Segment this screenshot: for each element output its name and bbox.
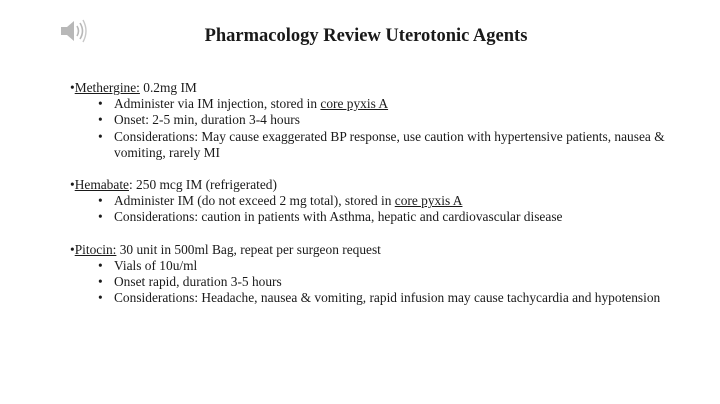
drug-heading xyxy=(70,177,690,193)
drug-name: Hemabate xyxy=(74,177,129,193)
list-item xyxy=(70,129,690,161)
drug-dose: 0.2mg IM xyxy=(139,80,197,95)
storage-location: core pyxis A xyxy=(394,193,463,209)
bullet: • xyxy=(98,209,103,225)
item-text: Onset: 2-5 min, duration 3-4 hours xyxy=(114,112,300,128)
detail-list xyxy=(70,193,690,225)
item-text: Considerations: caution in patients with Asthma, hepatic and cardiovascular disease xyxy=(114,209,563,225)
bullet: • xyxy=(98,257,103,273)
drug-section-methergine xyxy=(70,80,690,161)
drug-name: Methergine: xyxy=(74,80,140,95)
bullet: • xyxy=(70,241,75,257)
drug-dose: 30 unit in 500ml Bag, repeat per surgeon request xyxy=(116,241,381,257)
drug-heading xyxy=(70,80,690,96)
list-item xyxy=(70,193,690,209)
list-item xyxy=(70,274,690,290)
bullet: • xyxy=(98,112,103,128)
item-text: Administer IM (do not exceed 2 mg total), stored in xyxy=(114,193,395,209)
slide-content xyxy=(70,80,690,322)
drug-dose: : 250 mcg IM (refrigerated) xyxy=(128,177,277,193)
list-item xyxy=(70,290,690,306)
drug-section-hemabate xyxy=(70,177,690,226)
bullet: • xyxy=(98,290,103,306)
list-item xyxy=(70,112,690,128)
list-item xyxy=(70,258,690,274)
drug-heading xyxy=(70,242,690,258)
storage-location: core pyxis A xyxy=(320,96,389,112)
bullet: • xyxy=(98,128,103,144)
item-text: Administer via IM injection, stored in xyxy=(114,96,321,112)
detail-list xyxy=(70,258,690,307)
slide-title: Pharmacology Review Uterotonic Agents xyxy=(204,26,528,46)
list-item xyxy=(70,209,690,225)
detail-list xyxy=(70,96,690,161)
bullet: • xyxy=(98,274,103,290)
drug-section-pitocin xyxy=(70,242,690,307)
bullet: • xyxy=(70,80,75,95)
item-text: Considerations: May cause exaggerated BP response, use caution with hypertensive patients, nausea & vomiting, rarely MI xyxy=(114,128,665,160)
bullet: • xyxy=(98,96,103,112)
item-text: Vials of 10u/ml xyxy=(114,257,198,273)
bullet: • xyxy=(98,193,103,209)
item-text: Onset rapid, duration 3-5 hours xyxy=(114,274,282,290)
bullet: • xyxy=(70,177,75,193)
drug-name: Pitocin: xyxy=(74,241,117,257)
item-text: Considerations: Headache, nausea & vomiting, rapid infusion may cause tachycardia and hypotension xyxy=(114,290,661,306)
list-item xyxy=(70,96,690,112)
